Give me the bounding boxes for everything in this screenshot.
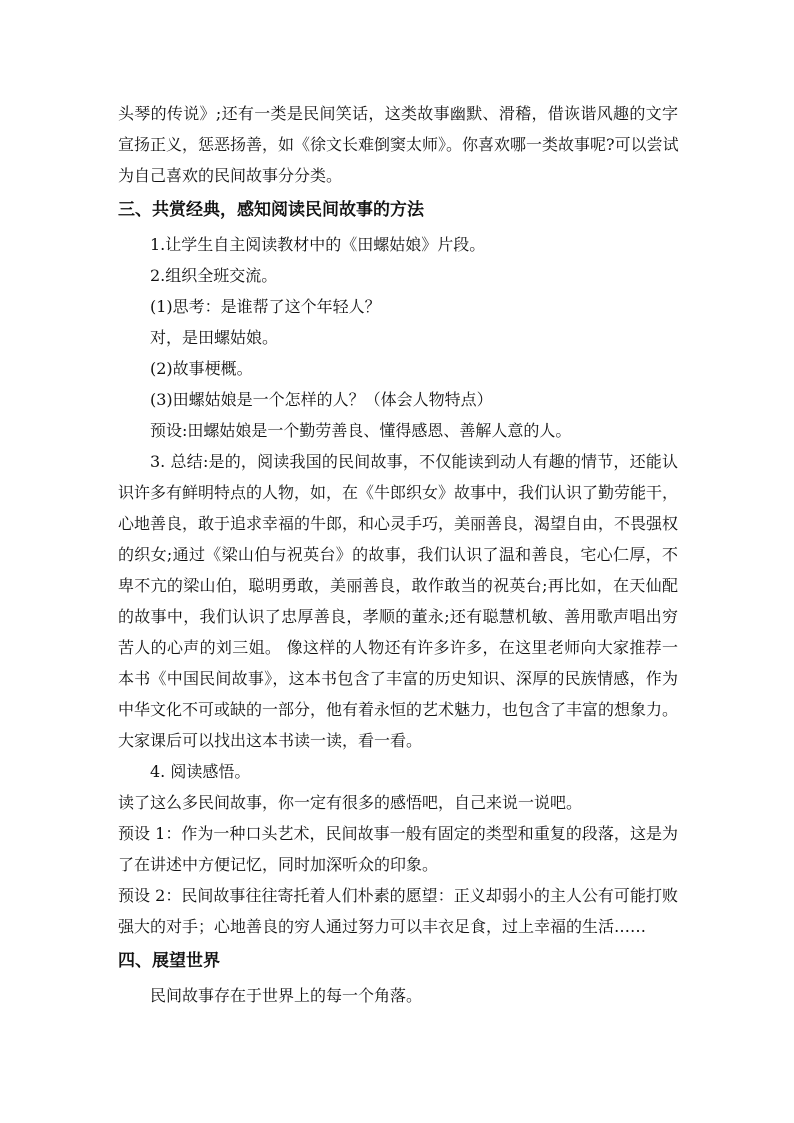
paragraph-line: 识许多有鲜明特点的人物，如，在《牛郎织女》故事中，我们认识了勤劳能干， (118, 483, 679, 502)
paragraph-line: 苦人的心声的刘三姐。 像这样的人物还有许多许多，在这里老师向大家推荐一 (118, 638, 678, 657)
list-item: (2)故事梗概。 (150, 359, 253, 378)
paragraph-line: 卑不亢的梁山伯，聪明勇敢，美丽善良，敢作敢当的祝英台;再比如，在天仙配 (118, 576, 678, 595)
list-item: 2.组织全班交流。 (150, 266, 278, 285)
paragraph-line: 心地善良，敢于追求幸福的牛郎，和心灵手巧，美丽善良，渴望自由，不畏强权 (118, 514, 679, 533)
section-heading: 三、共赏经典，感知阅读民间故事的方法 (118, 200, 424, 220)
paragraph-line: 3. 总结:是的，阅读我国的民间故事，不仅能读到动人有趣的情节，还能认 (150, 452, 678, 471)
section-heading: 四、展望世界 (118, 951, 220, 971)
paragraph-line: 读了这么多民间故事，你一定有很多的感悟吧，自己来说一说吧。 (118, 793, 583, 812)
paragraph-line: 中华文化不可或缺的一部分，他有着永恒的艺术魅力，也包含了丰富的想象力。 (118, 700, 679, 719)
paragraph-line: 本书《中国民间故事》，这本书包含了丰富的历史知识、深厚的民族情感，作为 (118, 669, 678, 688)
list-item: 1.让学生自主阅读教材中的《田螺姑娘》片段。 (150, 235, 486, 254)
paragraph-line: 头琴的传说》;还有一类是民间笑话，这类故事幽默、滑稽，借诙谐风趣的文字 (118, 104, 678, 123)
paragraph-line: 民间故事存在于世界上的每一个角落。 (150, 986, 423, 1005)
paragraph-line: 预设 2：民间故事往往寄托着人们朴素的愿望：正义却弱小的主人公有可能打败 (118, 886, 678, 905)
paragraph-line: 宣扬正义，惩恶扬善，如《徐文长难倒窦太师》。你喜欢哪一类故事呢?可以尝试 (118, 135, 679, 154)
paragraph-line: 预设 1：作为一种口头艺术，民间故事一般有固定的类型和重复的段落，这是为 (118, 824, 678, 843)
list-item: (1)思考：是谁帮了这个年轻人？ (150, 297, 381, 316)
paragraph-line: 了在讲述中方便记忆，同时加深听众的印象。 (118, 855, 439, 874)
paragraph-line: 的织女;通过《梁山伯与祝英台》的故事，我们认识了温和善良，宅心仁厚，不 (118, 545, 678, 564)
list-item: (3)田螺姑娘是一个怎样的人？（体会人物特点） (150, 390, 493, 409)
list-item: 4. 阅读感悟。 (150, 762, 251, 781)
paragraph-line: 强大的对手；心地善良的穷人通过努力可以丰衣足食，过上幸福的生活…… (118, 917, 647, 936)
list-item: 对，是田螺姑娘。 (150, 328, 279, 347)
paragraph-line: 大家课后可以找出这本书读一读，看一看。 (118, 731, 423, 750)
document-body (118, 98, 678, 1011)
paragraph-line: 为自己喜欢的民间故事分分类。 (118, 166, 343, 185)
list-item: 预设:田螺姑娘是一个勤劳善良、懂得感恩、善解人意的人。 (150, 421, 572, 440)
paragraph-line: 的故事中，我们认识了忠厚善良，孝顺的董永;还有聪慧机敏、善用歌声唱出穷 (118, 607, 678, 626)
